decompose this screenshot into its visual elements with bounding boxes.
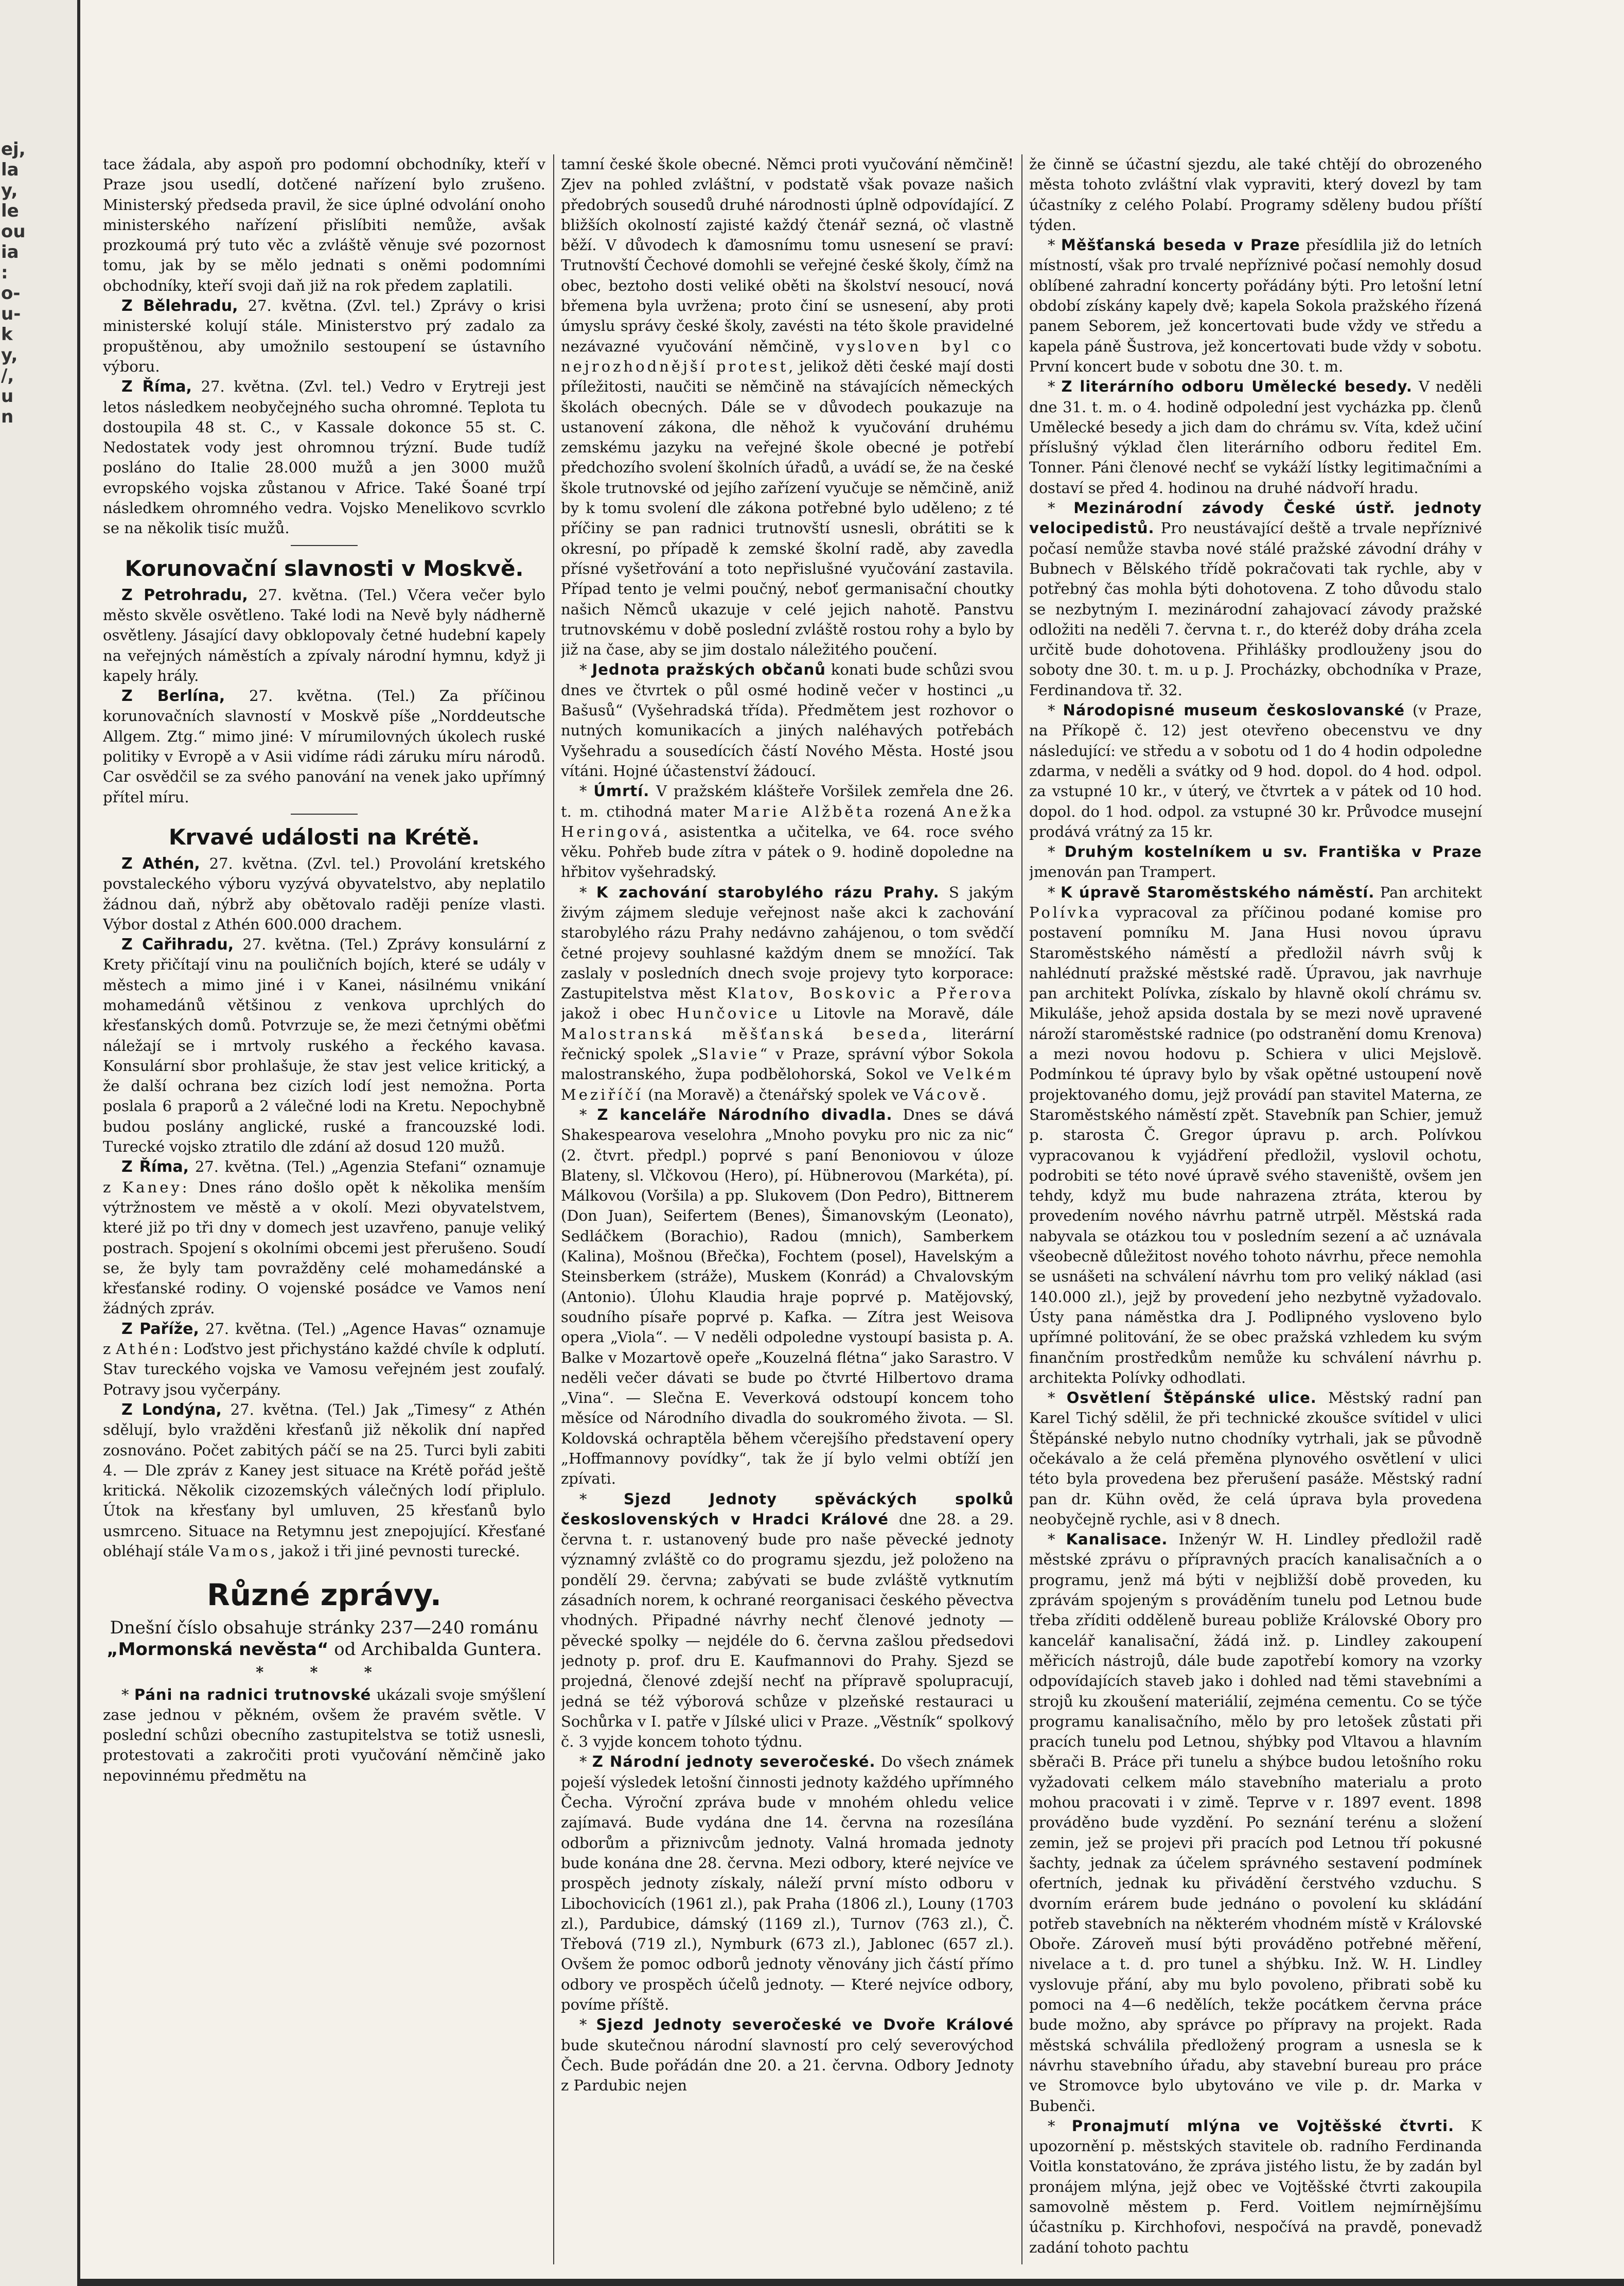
article-paragraph: * Z kanceláře Národního divadla. Dnes se dává Shakespearova veselohra „Mnoho povyku pro nic za nic“ (2. čtvrt. předpl.) poprvé s paní Benoniovou v úloze Blateny, sl. Vlčkovou (Hero), pí. Hübnerovou (Markéta), pí. Málkovou (Voršila) a pp. Slukovem (Don Pedro), Bittnerem (Don Juan), Seifertem (Benes), Šimanovským (Leonato), Sedláčkem (Borachio), Radou (mnich), Samberkem (Kalina), Mošnou (Břečka), Fochtem (posel), Havelským a Steinsberkem (stráže), Muskem (Konrád) a Chvalovským (Antonio). Úlohu Klaudia hraje poprvé p. Matějovský, soudního písaře poprvé p. Kafka. — Zítra jest Weisova opera „Viola“. — V neděli odpoledne vystoupí basista p. A. Balke v Mozartově opeře „Kouzelná flétna“ jako Sarastro. V neděli večer dávati se bude po čtvrté Hilbertovo drama „Vina“. — Slečna E. Veverková odstoupí koncem toho měsíce od Národního divadla do soukromého života. — Sl. Koldovská ochraptěla během včerejšího představení opery „Hoffmannovy povídky“, tak že jí bylo velmi obtíží jen zpívati. [561, 1105, 1014, 1488]
article-paragraph: že činně se účastní sjezdu, ale také chtějí do obrozeného města tohoto zvláštní vlak vypraviti, který dovezl by tam účastníky z celého Polabí. Programy sděleny budou příští týden. [1029, 155, 1482, 234]
item-keyword: Z Národní jednoty severočeské. [592, 1753, 876, 1771]
dateline: Z Berlína, [121, 687, 225, 706]
article-paragraph: Z Říma, 27. května. (Zvl. tel.) Vedro v Erytreji jest letos následkem neobyčejného sucha ohromné. Teplota tu dostoupila 48 st. C., v Kassale dokonce 55 st. C. Nedostatek vody jest ohromnou trýzní. Bude tudíž posláno do Italie 28.000 mužů a jen 3000 mužů evropského vojska zůstanou v Africe. Také Šoané trpí následkem ohromného vedra. Vojsko Menelikovo scvrklo se na několik tisíc mužů. [103, 378, 545, 537]
article-paragraph: Z Cařihradu, 27. května. (Tel.) Zprávy konsulární z Krety přičítají vinu na pouličních bojích, které se udály v městech a mimo jiné i v Kanei, násilnému vnikání mohamedánů většinou z venkova uprchlých do křesťanských domů. Potvrzuje se, že mezi četnými oběťmi náležají se i mrtvoly ruského a řeckého kavasa. Konsulární sbor prohlašuje, že stav jest velice kritický, a že další ochrana bez cizích lodí jest nemožna. Porta poslala 6 praporů a 2 válečné lodi na Kretu. Nepochybně budou poslány anglické, ruské a francouzské lodi. Turecké vojsko ztratilo dle zdání až dosud 120 mužů. [103, 936, 545, 1156]
star-separator: * * * [256, 1663, 393, 1681]
dateline: Z Londýna, [121, 1400, 222, 1419]
article-paragraph: Z Petrohradu, 27. května. (Tel.) Včera večer bylo město skvěle osvětleno. Také lodi na Nevě byly nádherně osvětleny. Jásající davy obklopovaly četné hudební kapely na veřejných náměstích a zpívaly národní hymnu, když ji kapely hrály. [103, 586, 545, 684]
newspaper-page [103, 154, 1492, 2264]
item-keyword: K zachování starobylého rázu Prahy. [596, 883, 940, 901]
article-paragraph: Z Bělehradu, 27. května. (Zvl. tel.) Zprávy o krisi ministerské kolují stále. Ministerstvo prý zadalo za propuštěnou, aby umožnilo sestoupení se ústavního výboru. [103, 297, 545, 375]
dateline: Z Říma, [121, 378, 192, 396]
article-paragraph: Z Berlína, 27. května. (Tel.) Za příčinou korunovačních slavností v Moskvě píše „Norddeutsche Allgem. Ztg.“ mimo jiné: V mírumilovných úkolech ruské politiky v Evropě a v Asii vidíme rádi záruku míru národů. Car osvědčil se za svého panování na venek jako upřímný přítel míru. [103, 687, 545, 806]
article-paragraph: * Z literárního odboru Umělecké besedy. V neděli dne 31. t. m. o 4. hodině odpolední jest vycházka pp. členů Umělecké besedy a jich dam do chrámu sv. Víta, kdež učiní příslušný výklad člen literárního odboru ředitel Em. Tonner. Páni členové nechť se vykáží lístky legitimačními a dostaví se před 4. hodinou na druhé nádvoří hradu. [1029, 378, 1482, 497]
dateline: Z Bělehradu, [121, 297, 238, 315]
article-paragraph: * Úmrtí. V pražském klášteře Voršilek zemřela dne 26. t. m. ctihodná mater Marie Alžběta rozená Anežka Heringová, asistentka a učitelka, ve 64. roce svého věku. Pohřeb bude zítra v pátek o 9. hodině dopoledne na hřbitov vyšehradský. [561, 782, 1014, 881]
article-paragraph: * Národopisné museum českoslovanské (v Praze, na Příkopě č. 12) jest otevřeno obecenstvu ve dny následující: ve středu a v sobotu od 1 do 4 hodin odpoledne zdarma, v neděli a svátky od 9 hod. dopol. do 4 hod. odpol. za vstupné 10 kr., v úterý, ve čtvrtek a v pátek od 10 hod. dopol. do 1 hod. odpol. za vstupné 30 kr. Průvodce musejní prodává vrátný za 15 kr. [1029, 701, 1482, 840]
dateline: Z Říma, [121, 1158, 189, 1176]
item-keyword: Osvětlení Štěpánské ulice. [1066, 1389, 1317, 1407]
article-paragraph: * Páni na radnici trutnovské ukázali svoje smýšlení zase jednou v pěkném, ovšem že pravém světle. V poslední schůzi obecního zastupitelstva se totiž usnesli, protestovati a zakročiti proti vyučování němčině jako nepovinnému předmětu na [103, 1685, 545, 1784]
separator-rule [291, 545, 358, 546]
item-keyword: Úmrtí. [593, 782, 650, 800]
article-paragraph: Z Athén, 27. května. (Zvl. tel.) Provolání kretského povstaleckého výboru vyzývá obyvatelstvo, aby neplatilo žádnou daň, nýbrž aby obětovalo raději peníze vlasti. Výbor dostal z Athén 600.000 drachem. [103, 854, 545, 933]
item-keyword: Druhým kostelníkem u sv. Františka v Praze [1064, 843, 1482, 861]
article-paragraph: * Z Národní jednoty severočeské. Do všech známek poješí výsledek letošní činnosti jednoty každého upřímného Čecha. Výroční zpráva bude v mnohém ohledu velice zajímavá. Bude vydána dne 14. června na rozesílána odborům a přiznivcům jednoty. Valná hromada jednoty bude konána dne 28. června. Mezi odbory, které nejvíce ve prospěch jednoty získaly, náleží první místo odboru v Libochovicích (1961 zl.), pak Praha (1806 zl.), Louny (1703 zl.), Pardubice, dámský (1169 zl.), Turnov (763 zl.), Č. Třebová (719 zl.), Nymburk (673 zl.), Jablonec (657 zl.). Ovšem že pomoc odborů jednoty věnovány jich částí přímo odbory ve prospěch účelů jednoty. — Které nejvíce odbory, povíme příště. [561, 1753, 1014, 2014]
column-2 [561, 154, 1014, 2264]
article-paragraph: * Sjezd Jednoty severočeské ve Dvoře Králové bude skutečnou národní slavností pro celý severovýchod Čech. Bude pořádán dne 20. a 21. června. Odbory Jednoty z Pardubic nejen [561, 2016, 1014, 2095]
article-paragraph: * Mezinárodní závody České ústř. jednoty velocipedistů. Pro neustávající deště a trvale nepříznivé počasí nemůže stavba nové stálé pražské závodní dráhy v Bubnech v Bělského třídě pokračovati tak rychle, aby v potřebný čas mohla býti dohotovena. Z toho důvodu stalo se nezbytným I. mezinárodní zahajovací závody pražské odložiti na neděli 7. června t. r., do kteréž doby dráha zcela určitě bude dohotovena. Přihlášky prodlouženy jsou do soboty dne 30. t. m. u p. J. Procházky, obchodníka v Praze, Ferdinandova tř. 32. [1029, 499, 1482, 699]
article-paragraph: * K zachování starobylého rázu Prahy. S jakým živým zájmem sleduje veřejnost naše akci k zachování starobylého rázu Prahy nedávno zahájenou, o tom svědčí četné projevy souhlasné každým dnem se množící. Tak zaslaly v posledních dnech svoje projevy tyto korporace: Zastupitelstva měst Klatov, Boskovic a Přerova jakož i obec Hunčovice u Litovle na Moravě, dále Malostranská měšťanská beseda, literární řečnický spolek „Slavie“ v Praze, správní výbor Sokola malostranského, župa podbělohorská, Sokol ve Velkém Meziříčí (na Moravě) a čtenářský spolek ve Vácově. [561, 883, 1014, 1103]
article-paragraph: * Druhým kostelníkem u sv. Františka v Praze jmenován pan Trampert. [1029, 843, 1482, 881]
page-margin-left [0, 0, 80, 2286]
column-rule [553, 154, 554, 2264]
article-paragraph: Z Londýna, 27. května. (Tel.) Jak „Timesy“ z Athén sdělují, bylo vražděni křesťanů již několik dní napřed zosnováno. Počet zabitých páčí se na 25. Turci byli zabiti 4. — Dle zpráv z Kaney jest situace na Krétě pořád ještě kritická. Několik cizozemských válečných lodí připlulo. Útok na křesťany byl umluven, 25 křesťanů bylo usmrceno. Situace na Retymnu jest znepojující. Křesťané obléhají stále Vamos, jakož i tři jiné pevnosti turecké. [103, 1400, 545, 1560]
article-paragraph: tace žádala, aby aspoň pro podomní obchodníky, kteří v Praze jsou usedlí, dotčené nařízení bylo zrušeno. Ministerský předseda pravil, že sice úplné odvolání onoho ministerského nařízení přislíbiti nemůže, avšak prozkoumá prý tuto věc a zvláště věnuje své pozornost tomu, jak by se mělo jednati s oněmi podomními obchodníky, kteří svoji daň již na rok předem zaplatili. [103, 155, 545, 294]
dateline: Z Petrohradu, [121, 586, 248, 604]
item-keyword: Mezinárodní závody České ústř. jednoty velocipedistů. [1029, 499, 1482, 537]
column-1 [103, 154, 545, 2264]
item-keyword: Sjezd Jednoty spěváckých spolků československých v Hradci Králové [561, 1490, 1014, 1528]
article-paragraph: * Pronajmutí mlýna ve Vojtěšské čtvrti. K upozornění p. městských stavitele ob. radního Ferdinanda Voitla konstatováno, že zpráva jistého listu, že by zadán byl pronájem mlýna, jejž obec ve Vojtěšské čtvrti zakoupila samovolně městem p. Ferd. Voitlem nejmírnějšímu účastníku p. Kirchhofovi, nespočívá na pravdě, ponevadž zadání tohoto pachtu [1029, 2117, 1482, 2256]
item-keyword: K úpravě Staroměstského náměstí. [1061, 883, 1375, 901]
item-keyword: Páni na radnici trutnovské [134, 1685, 372, 1703]
item-keyword: Z kanceláře Národního divadla. [597, 1105, 893, 1123]
article-paragraph: * K úpravě Staroměstského náměstí. Pan architekt Polívka vypracoval za příčinou podané komise pro postavení pomníku M. Jana Husi novou úpravu Staroměstského náměstí a předložil návrh svůj k nahlédnutí pražské městské radě. Úpravou, jak navrhuje pan architekt Polívka, získalo by hlavně okolí chrámu sv. Mikuláše, jehož apsida dostala by se mezi nově upravené nároží staroměstské radnice (po odstranění domu Krenova) a mezi novou hodovu p. Schiera v ulici Mejslově. Podmínkou té úpravy bylo by však opětné ustoupení nově projektovaného domu, jejž provádí pan stavitel Materna, ze Staroměstského náměstí zpět. Stavebník pan Schier, jemuž p. starosta Č. Gregor úpravu p. arch. Polívkou vypracovanou k vyjádření předložil, vyslovil ochotu, podrobiti se této nové úpravě svého staveniště, ovšem jen tehdy, když mu bude nahrazena ztráta, kterou by provedením nového návrhu patrně utrpěl. Městská rada nabyvala se otázkou tou v posledním sezení a ač uznávala všeobecně důležitost nového tohoto návrhu, přece nemohla se usnášeti na schválení návrhu tom pro veliký náklad (asi 140.000 zl.), jejž by provedení jeho nezbytně vyžadovalo. Ústy pana náměstka dra J. Podlipného vysloveno bylo upřímné politování, že se obec pražská vzhledem ku svým finančním prostředkům nemůže ku schválení návrhu p. architekta Polívky odhodlati. [1029, 883, 1482, 1386]
article-paragraph: Z Říma, 27. května. (Tel.) „Agenzia Stefani“ oznamuje z Kaney: Dnes ráno došlo opět k několika menším výtržnostem ve městě a v okolí. Mezi obyvatelstvem, které již po tři dny v domech jest uzavřeno, panuje veliký postrach. Spojení s okolními obcemi jest přerušeno. Soudí se, že byly tam povražděny celé mohamedánské a křesťanské rodiny. O vojenské posádce ve Vamos není žádných zpráv. [103, 1158, 545, 1317]
item-keyword: Národopisné museum českoslovanské [1063, 701, 1405, 719]
dateline: Z Cařihradu, [121, 936, 234, 954]
column-3 [1029, 154, 1482, 2264]
item-keyword: Kanalisace. [1066, 1531, 1168, 1549]
dateline: Z Athén, [121, 854, 200, 873]
section-heading: Krvavé události na Krétě. [168, 824, 480, 850]
article-paragraph: * Jednota pražských občanů konati bude schůzi svou dnes ve čtvrtek o půl osmé hodině večer v hostinci „u Bašusů“ (Vyšehradská třída). Předmětem jest rozhovor o nutných komunikacích a jiných naléhavých potřebách Vyšehradu a sousedících částí Nového Města. Hosté jsou vítáni. Hojné účastenství žádoucí. [561, 661, 1014, 780]
item-keyword: Z literárního odboru Umělecké besedy. [1061, 378, 1413, 396]
article-paragraph: * Kanalisace. Inženýr W. H. Lindley předložil radě městské zprávu o přípravných pracích kanalisačních a o programu, jenž má býti v nejbližší době proveden, ku zprávám spojeným s prováděním tunelu pod Letnou bude třeba zříditi odděleně bureau pobliže Královské Obory pro kancelář kanalisační, žádá inž. p. Lindley zakoupení měřicích nástrojů, dále bude zapotřebí komory na vzorky odpovídajících staveb jako i dohled nad těmi stavebními a strojů ku zkoušení materiálií, zejména cementu. Co se týče programu kanalisačního, mělo by pro letošek zůstati při pracích tunelu pod Letnou, shýbky pod Vltavou a hlavním sběrači B. Práce při tunelu a shýbce budou letošního roku vyžadovati celkem málo stavebního materialu a proto mohou pracovati i v zimě. Teprve v r. 1897 event. 1898 prováděno bude vyzdění. Po seznání terénu a složení zemin, jež se projevi při pracích pod Letnou tří pokusné šachty, jednak za účelem správného sestavení podmínek ofertních, jednak ku přivádění čerstvého vzduchu. S dvorním erárem bude jednáno o povolení ku skládání potřeb stavebních na některém vhodném místě v Královské Oboře. Zároveň musí býti prováděno potřebné měření, nivelace a t. d. pro tunel a shýbku. Inž. W. H. Lindley vyslovuje přání, aby mu bylo povoleno, přibrati sobě ku pomoci na 4—6 nedělích, tekže pocátkem června práce bude možno, aby správce po přípravy na projekt. Rada městská schválila předložený program a usnesla se k návrhu stavebního úřadu, aby stavební bureau pro práce ve Stromovce bylo ubytováno ve vile p. dr. Marka v Bubenči. [1029, 1531, 1482, 2115]
article-paragraph: Z Paříže, 27. května. (Tel.) „Agence Havas“ oznamuje z Athén: Loďstvo jest přichystáno každé chvíle k odplutí. Stav tureckého vojska ve Vamosu veřejném jest zoufalý. Potravy jsou vyčerpány. [103, 1320, 545, 1398]
item-keyword: Jednota pražských občanů [592, 661, 826, 679]
item-keyword: Měšťanská beseda v Praze [1061, 236, 1300, 254]
separator-rule [291, 814, 358, 815]
article-paragraph: * Měšťanská beseda v Praze přesídlila již do letních místností, však pro trvalé nepříznivé počasí nemohly dosud oblíbené zahradní koncerty pořádány býti. Pro letošní letní období získány kapely dvě; kapela Sokola pražského řízená panem Seborem, jež koncertovati bude vždy ve středu a kapela páně Šustrova, jež koncertovati bude vždy v sobotu. První koncert bude v sobotu dne 30. t. m. [1029, 236, 1482, 375]
dateline: Z Paříže, [121, 1320, 199, 1338]
item-keyword: Sjezd Jednoty severočeské ve Dvoře Králové [596, 2016, 1014, 2034]
section-heading: Různé zprávy. [207, 1577, 442, 1613]
article-paragraph: * Sjezd Jednoty spěváckých spolků československých v Hradci Králové dne 28. a 29. června t. r. ustanovený bude pro naše pěvecké jednoty významný zvláště co do programu sjezdu, jež položeno na pondělí 29. června; zabývati se bude zvláště vytknutím zásadních norem, k ochrané reorganisaci českého pěvectva vhodných. Připadné návrhy nechť členové jednoty — pěvecké spolky — nejdéle do 6. června zašlou předsedovi jednoty p. prof. dru E. Kaufmannovi do Prahy. Sjezd se projedná, členové zdejší nechť na přípravě spolupracují, jedná se též výborová schůze v plzeňské restauraci u Sochůrka v I. patře v Jílské ulici v Praze. „Věstník“ spolkový č. 3 vyjde koncem tohoto týdnu. [561, 1490, 1014, 1751]
item-keyword: Pronajmutí mlýna ve Vojtěšské čtvrti. [1071, 2117, 1455, 2135]
section-heading: Korunovační slavnosti v Moskvě. [125, 555, 524, 581]
serial-notice: Dnešní číslo obsahuje stránky 237—240 románu „Mormonská nevěsta“ od Archibalda Guntera. [107, 1617, 542, 1660]
bleed-through-text: ej, la y, le ou ia : o- u- k y, /, u n [1, 139, 26, 427]
article-paragraph: tamní české škole obecné. Němci proti vyučování němčině! Zjev na pohled zvláštní, v podstatě však povaze našich předobrých sousedů druhé národnosti úplně odpovídající. Z bližších okolností zajisté každý čtenář sezná, oč vlastně běží. V důvodech k ďamosnímu tomu usnesení se praví: Trutnovští Čechové domohli se veřejné české školy, čímž na obec, beztoho dosti veliké oběti na školství nesoucí, nová břemena byla uvržena; proto činí se usnesení, aby proti úmyslu správy české školy, zavésti na této škole pravidelné nezávazné vyučování němčině, vysloven byl co nejrozhodnější protest, jelikož děti české mají dosti příležitosti, naučiti se němčině na stávajících německých školách obecných. Dále se v důvodech poukazuje na ustanovení zákona, dle něhož k vyučování druhému zemskému jazyku na veřejné škole obecné je potřebí předchozího svolení školních úřadů, a uvádí se, že na české škole trutnovské od jejího zařízení vyučuje se němčině, aniž by k tomu svolení dle zákona potřebné bylo uděleno; z té příčiny se pan radnici trutnovští usnesli, obrátiti se k okresní, po případě k zemské školní radě, aby zavedla přísné vyšetřování a toto nepřislušné vyučování zastavila. Případ tento je velmi poučný, neboť germanisační choutky našich Němců ukazuje v celé jejich nahotě. Panstvu trutnovskému v době poslední zvláště rostou rohy a bylo by již na čase, aby se jim dostalo náležitého poučení. [561, 155, 1014, 659]
article-paragraph: * Osvětlení Štěpánské ulice. Městský radní pan Karel Tichý sdělil, že při technické zkoušce svítidel v ulici Štěpánské nebylo nutno chodníky vytrhali, jak se původně očekávalo a že celá přeměna plynového osvětlení v ulici této byla provedena bez přerušení pasáže. Městský radní pan dr. Kühn ověd, že celá úprava byla provedena neobyčejně rychle, asi v 8 dnech. [1029, 1389, 1482, 1528]
scan-edge [77, 2279, 1624, 2286]
column-rule [1021, 154, 1022, 2264]
